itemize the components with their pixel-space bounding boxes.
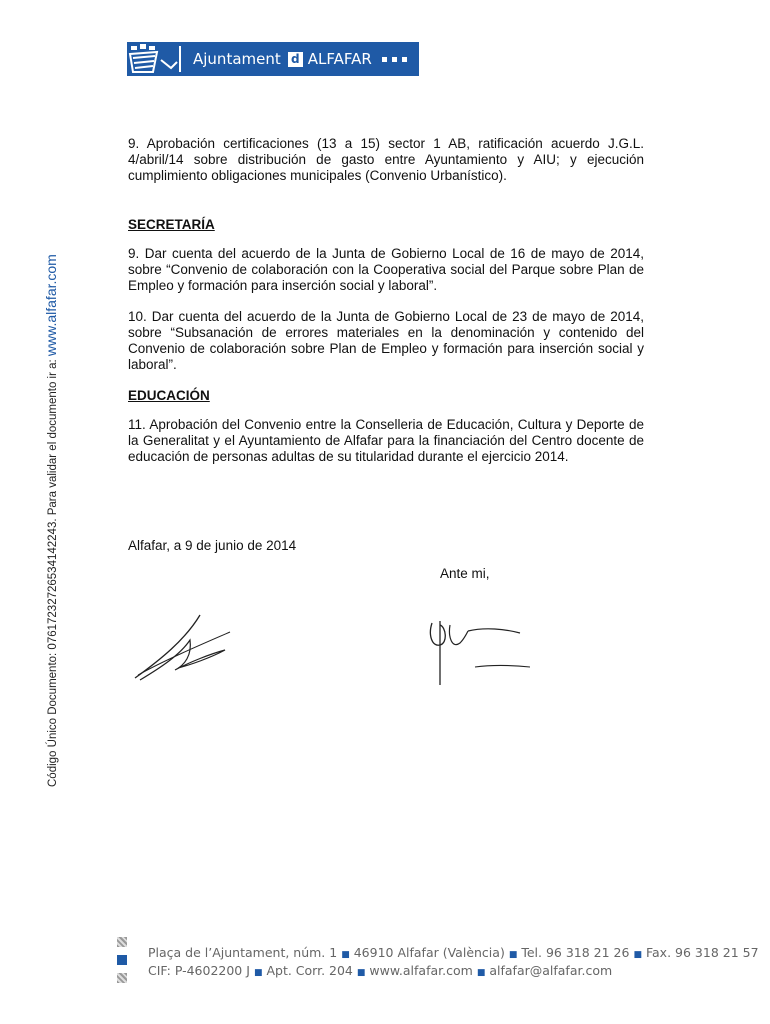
ajuntament-alfafar-logo (127, 42, 419, 76)
footer-phone: Tel. 96 318 21 26 (521, 945, 630, 960)
validation-label: Código Único Documento: 07617232726534142243. Para validar el documento ir a: (47, 356, 59, 787)
footer-city: 46910 Alfafar (València) (353, 945, 505, 960)
document-body (128, 136, 644, 465)
logo-text-ajuntament: Ajuntament (193, 50, 281, 68)
footer-line-1: Plaça de l’Ajuntament, núm. 1 ■ 46910 Alfafar (València) ■ Tel. 96 318 21 26 ■ Fax. 96 318 21 57 (148, 945, 759, 960)
city-emblem-icon (127, 42, 185, 76)
footer-fax: Fax. 96 318 21 57 (645, 945, 759, 960)
item-11-aprobacion: 11. Aprobación del Convenio entre la Conselleria de Educación, Cultura y Deporte de la Generalitat y el Ayuntamiento de Alfafar para la financiación del Centro docente de educación de personas adultas de su titularidad durante el ejercicio 2014. (128, 417, 644, 464)
footer-squares (117, 937, 127, 991)
footer-cif: CIF: P-4602200 J (148, 963, 250, 978)
logo-text-alfafar: ALFAFAR (307, 50, 372, 68)
item-9-dar-cuenta: 9. Dar cuenta del acuerdo de la Junta de Gobierno Local de 16 de mayo de 2014, sobre “Convenio de colaboración con la Cooperativa social del Parque sobre Plan de Empleo y formación para inserción social y laboral”. (128, 246, 644, 293)
footer-email[interactable]: alfafar@alfafar.com (489, 963, 613, 978)
validation-side-text (43, 254, 59, 787)
item-9-aprobacion: 9. Aprobación certificaciones (13 a 15) sector 1 AB, ratificación acuerdo J.G.L. 4/abril/14 sobre distribución de gasto entre Ayuntamiento y AIU; y ejecución cumplimiento obligaciones municipales (Convenio Urbanístico). (128, 136, 644, 183)
validation-url[interactable]: www.alfafar.com (43, 254, 59, 357)
signing-date: Alfafar, a 9 de junio de 2014 (128, 538, 297, 553)
section-educacion: EDUCACIÓN (128, 388, 210, 403)
footer-line-2: CIF: P-4602200 J ■ Apt. Corr. 204 ■ www.alfafar.com ■ alfafar@alfafar.com (148, 963, 613, 978)
logo-mark: d (288, 52, 303, 67)
footer-po-box: Apt. Corr. 204 (266, 963, 353, 978)
section-secretaria: SECRETARÍA (128, 217, 215, 232)
item-10-dar-cuenta: 10. Dar cuenta del acuerdo de la Junta de Gobierno Local de 23 de mayo de 2014, sobre “Subsanación de errores materiales en la denominación y contenido del Convenio de colaboración sobre Plan de Empleo y formación para inserción social y laboral”. (128, 309, 644, 372)
logo-dots (382, 57, 407, 62)
footer-website[interactable]: www.alfafar.com (369, 963, 473, 978)
ante-mi: Ante mi, (440, 566, 490, 581)
signature-secretary (420, 615, 530, 695)
footer-contact (148, 945, 759, 981)
footer-address: Plaça de l’Ajuntament, núm. 1 (148, 945, 338, 960)
signature-mayor (130, 610, 240, 690)
